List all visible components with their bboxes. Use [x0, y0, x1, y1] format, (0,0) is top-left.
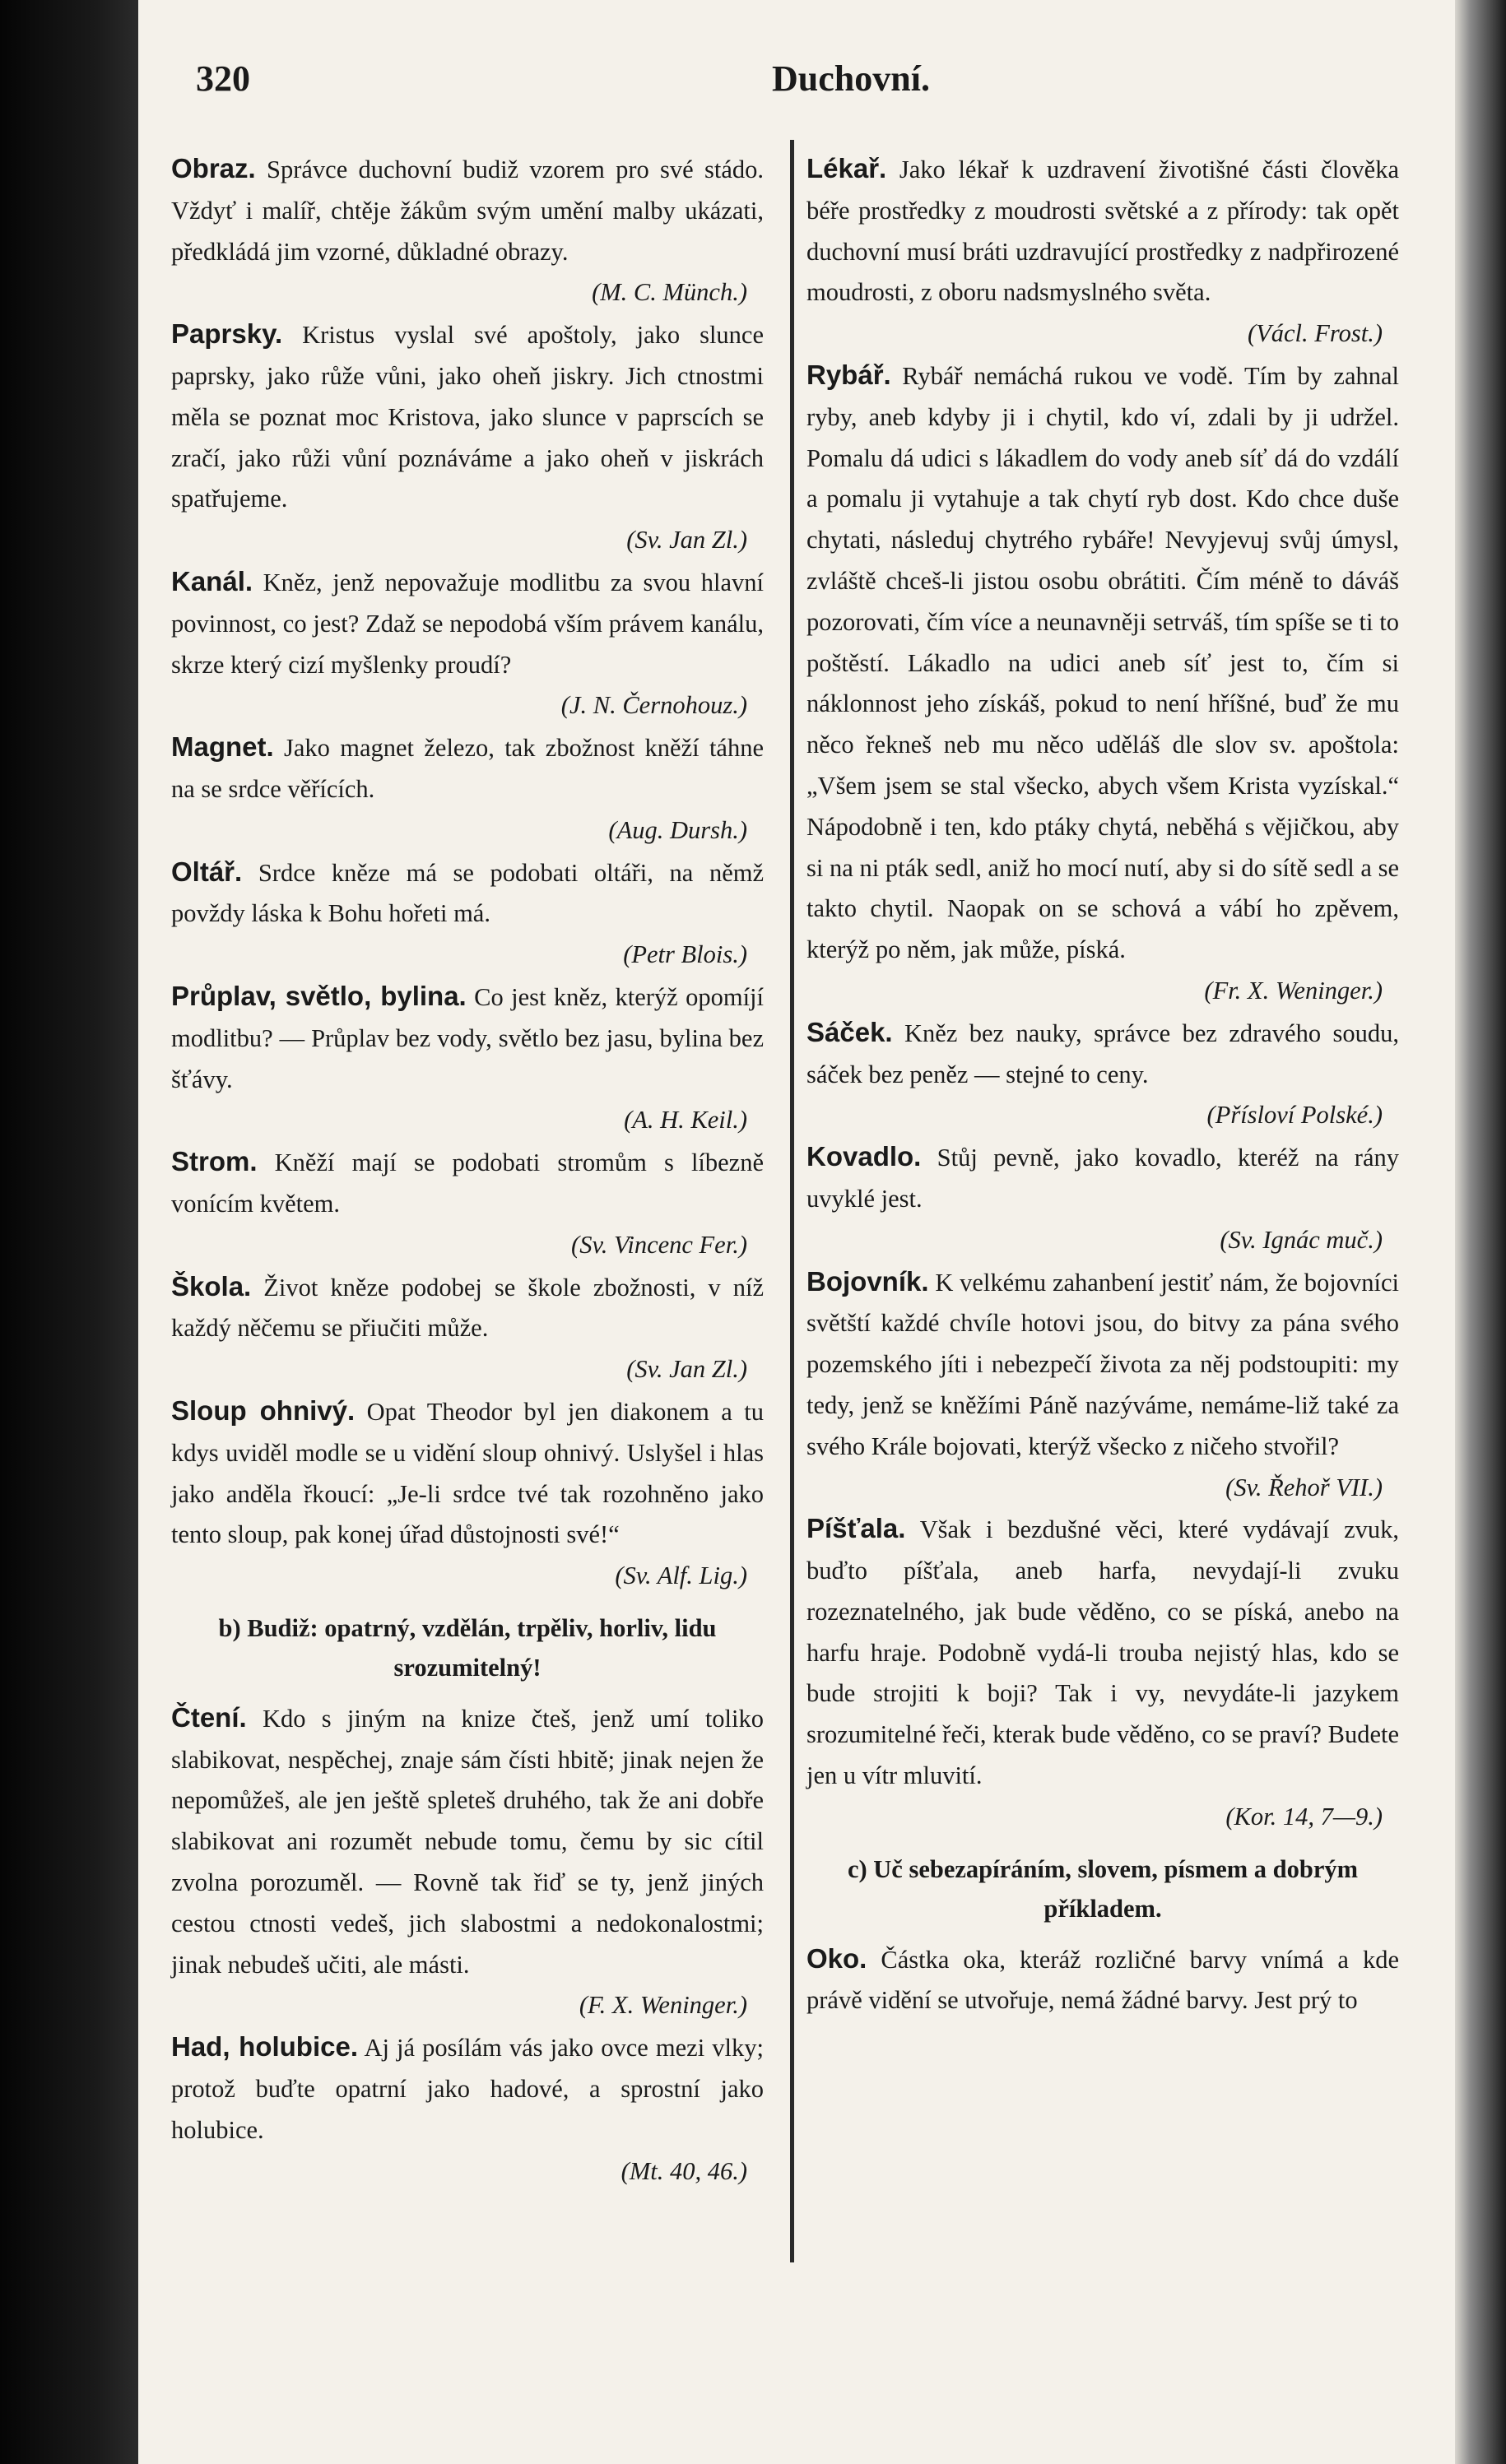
section-heading: b) Budiž: opatrný, vzdělán, trpěliv, horliv, lidu srozumitelný!	[218, 1613, 717, 1682]
running-head: Duchovní.	[772, 58, 930, 99]
entry-source: (Sv. Jan Zl.)	[626, 1355, 747, 1384]
entry-term: Paprsky.	[171, 318, 283, 350]
dictionary-entry	[171, 851, 764, 976]
dictionary-entry	[171, 561, 764, 726]
dictionary-entry	[171, 148, 764, 313]
entry-term: Rybář.	[806, 359, 891, 390]
left-column	[171, 148, 764, 2192]
entry-source: (Sv. Vincenc Fer.)	[571, 1230, 747, 1259]
entry-term: Kovadlo.	[806, 1141, 922, 1172]
entry-text: Srdce kněze má se podobati oltáři, na němž povždy láska k Bohu hořeti má.	[171, 858, 764, 928]
entry-term: Píšťala.	[806, 1513, 906, 1544]
entry-text: K velkému zahanbení jestiť nám, že bojovníci světští každé chvíle hotovi jsou, do bitvy za pána svého pozemského jíti i nebezpečí života za něj podstoupiti: my tedy, jenž se kněžími Páně nazýváme, nemáme-liž také za svého Krále bojovati, kterýž všecko z ničeho stvořil?	[806, 1268, 1400, 1460]
dictionary-entry	[806, 1508, 1399, 1837]
dictionary-entry	[171, 1390, 764, 1597]
entry-term: Strom.	[171, 1146, 258, 1177]
dictionary-entry	[171, 313, 764, 561]
entry-text: Jako magnet železo, tak zbožnost kněží táhne na se srdce věřících.	[171, 734, 764, 803]
entry-text: Kdo s jiným na knize čteš, jenž umí toliko slabikovat, nespěchej, znaje sám čísti hbitě; jinak nejen že nepomůžeš, ale jen ještě spleteš druhého, tak že ani dobře slabikovat ani rozumět nebude tomu, čemu by sic cítil zvolna porozuměl. — Rovně tak řiď se ty, jenž jiných cestou ctnosti vedeš, jich slabostmi a nedokonalostmi; jinak nebudeš učiti, ale másti.	[171, 1704, 764, 1979]
entry-source: (Kor. 14, 7—9.)	[1225, 1802, 1383, 1831]
dictionary-entry	[806, 1261, 1399, 1509]
entry-source: (Václ. Frost.)	[1247, 319, 1383, 348]
entry-term: Magnet.	[171, 731, 274, 763]
entry-source: (Aug. Dursh.)	[608, 815, 747, 844]
entry-text: Však i bezdušné věci, které vydávají zvuk, buďto píšťala, aneb harfa, nevydají-li zvuku rozeznatelného, jak bude věděno, co se píská, anebo na harfu hraje. Podobně vydá-li trouba nejistý hlas, kdo se bude strojiti k boji? Tak i vy, nevydáte-li jazykem srozumitelné řeči, kterak bude věděno, co se praví? Budete jen u vítr mluvití.	[806, 1515, 1400, 1790]
entry-term: Oko.	[806, 1942, 867, 1974]
entry-term: Průplav, světlo, bylina.	[171, 980, 467, 1011]
page-number: 320	[196, 58, 250, 99]
entry-source: (Sv. Ignác muč.)	[1220, 1225, 1383, 1254]
entry-source: (Sv. Alf. Lig.)	[615, 1561, 747, 1590]
entry-term: Kanál.	[171, 565, 253, 596]
book-edge-right	[1455, 0, 1506, 2464]
entry-term: Sáček.	[806, 1016, 893, 1047]
entry-source: (Sv. Jan Zl.)	[626, 526, 747, 555]
entry-source: (A. H. Keil.)	[624, 1106, 747, 1135]
dictionary-entry	[171, 2026, 764, 2192]
section-heading: c) Uč sebezapíráním, slovem, písmem a dobrým příkladem.	[847, 1854, 1359, 1923]
entry-text: Rybář nemáchá rukou ve vodě. Tím by zahnal ryby, aneb kdyby ji i chytil, kdo ví, zdali by ji udržel. Pomalu dá udici s lákadlem do vody aneb síť dá do vzdálí a pomalu ji vytahuje a tak chytí ryb dost. Kdo chce duše chytati, následuj chytrého rybáře! Nevyjevuj svůj úmysl, zvláště chceš-li jistou osobu obrátiti. Čím méně to dáváš pozorovati, čím více a neunavněji setrváš, tím spíše se ti to poštěstí. Lákadlo na udici aneb síť jest to, čím si náklonnost jeho získáš, pokud to není hříšné, buď že mu něco řekneš neb mu něco uděláš dle slov sv. apoštola: „Všem jsem se stal všecko, abych všem Krista vyzískal.“ Nápodobně i ten, kdo ptáky chytá, neběhá s vějičkou, aby si na ni pták sedl, aniž ho mocí nutí, aby si do sítě sedl a se takto chytil. Naopak on se schová a vábí ho zpěvem, kterýž po něm, jak může, píská.	[806, 361, 1399, 964]
entry-source: (Sv. Řehoř VII.)	[1225, 1473, 1383, 1501]
dictionary-entry	[806, 1012, 1399, 1136]
dictionary-entry	[171, 1266, 764, 1390]
entry-text: Kněží mají se podobati stromům s líbezně vonícím květem.	[171, 1148, 764, 1218]
entry-text: Kristus vyslal své apoštoly, jako slunce paprsky, jako růže vůni, jako oheň jiskry. Jich ctnostmi měla se poznat moc Kristova, jako slunce v paprscích se zračí, jako růži vůní poznáváme a jako oheň v jiskrách spatřujeme.	[171, 321, 765, 513]
entry-term: Oltář.	[171, 856, 243, 887]
page	[138, 0, 1455, 2464]
entry-term: Obraz.	[171, 153, 256, 183]
entry-source: (J. N. Černohouz.)	[560, 691, 747, 720]
entry-term: Had, holubice.	[171, 2031, 359, 2063]
dictionary-entry	[171, 1141, 764, 1265]
entry-source: (M. C. Münch.)	[592, 278, 747, 307]
dictionary-entry	[171, 1697, 764, 2026]
entry-text: Co jest kněz, kterýž opomíjí modlitbu? — Průplav bez vody, světlo bez jasu, bylina bez šťávy.	[171, 982, 765, 1093]
book-edge-left	[0, 0, 138, 2464]
dictionary-entry	[806, 1136, 1399, 1260]
entry-text: Opat Theodor byl jen diakonem a tu kdys uviděl modle se u vidění sloup ohnivý. Uslyšel i hlas jako anděla řkoucí: „Je-li srdce tvé tak rozohněno jako tento sloup, pak konej úřad důstojnosti své!“	[171, 1397, 765, 1549]
dictionary-entry	[171, 976, 764, 1141]
entry-term: Bojovník.	[806, 1265, 929, 1297]
entry-term: Sloup ohnivý.	[171, 1394, 356, 1426]
entry-text: Život kněze podobej se škole zbožnosti, v níž každý něčemu se přiučiti může.	[171, 1273, 764, 1343]
entry-text: Správce duchovní budiž vzorem pro své stádo. Vždyť i malíř, chtěje žákům svým umění malby ukázati, předkládá jim vzorné, důkladné obrazy.	[171, 155, 765, 266]
entry-source: (Fr. X. Weninger.)	[1204, 976, 1383, 1005]
entry-text: Částka oka, kteráž rozličné barvy vnímá a kde právě vidění se utvořuje, nemá žádné barvy. Jest prý to	[806, 1945, 1399, 2015]
entry-text: Stůj pevně, jako kovadlo, kteréž na rány uvyklé jest.	[806, 1144, 1400, 1213]
entry-source: (Petr Blois.)	[623, 940, 747, 969]
entry-text: Jako lékař k uzdravení životišné části člověka béře prostředky z moudrosti světské a z přírody: tak opět duchovní musí bráti uzdravující prostředky z nadpřirozené moudrosti, z oboru nadsmyslného světa.	[806, 155, 1399, 307]
entry-source: (Mt. 40, 46.)	[621, 2156, 747, 2185]
dictionary-entry	[806, 1938, 1399, 2022]
page-header	[196, 58, 1397, 107]
entry-source: (Přísloví Polské.)	[1206, 1101, 1383, 1130]
dictionary-entry	[806, 355, 1399, 1012]
dictionary-entry	[171, 726, 764, 851]
right-column	[806, 148, 1399, 2021]
entry-text: Kněz, jenž nepovažuje modlitbu za svou hlavní povinnost, co jest? Zdaž se nepodobá vším právem kanálu, skrze který cizí myšlenky proudí?	[171, 568, 764, 679]
entry-source: (F. X. Weninger.)	[579, 1991, 747, 2020]
entry-text: Aj já posílám vás jako ovce mezi vlky; protož buďte opatrní jako hadové, a sprostní jako holubice.	[171, 2034, 764, 2144]
dictionary-entry	[806, 148, 1399, 355]
column-divider	[790, 140, 794, 2262]
entry-term: Lékař.	[806, 153, 887, 183]
entry-term: Škola.	[171, 1270, 252, 1302]
entry-text: Kněz bez nauky, správce bez zdravého soudu, sáček bez peněz — stejné to ceny.	[806, 1019, 1399, 1088]
entry-term: Čtení.	[171, 1701, 247, 1733]
